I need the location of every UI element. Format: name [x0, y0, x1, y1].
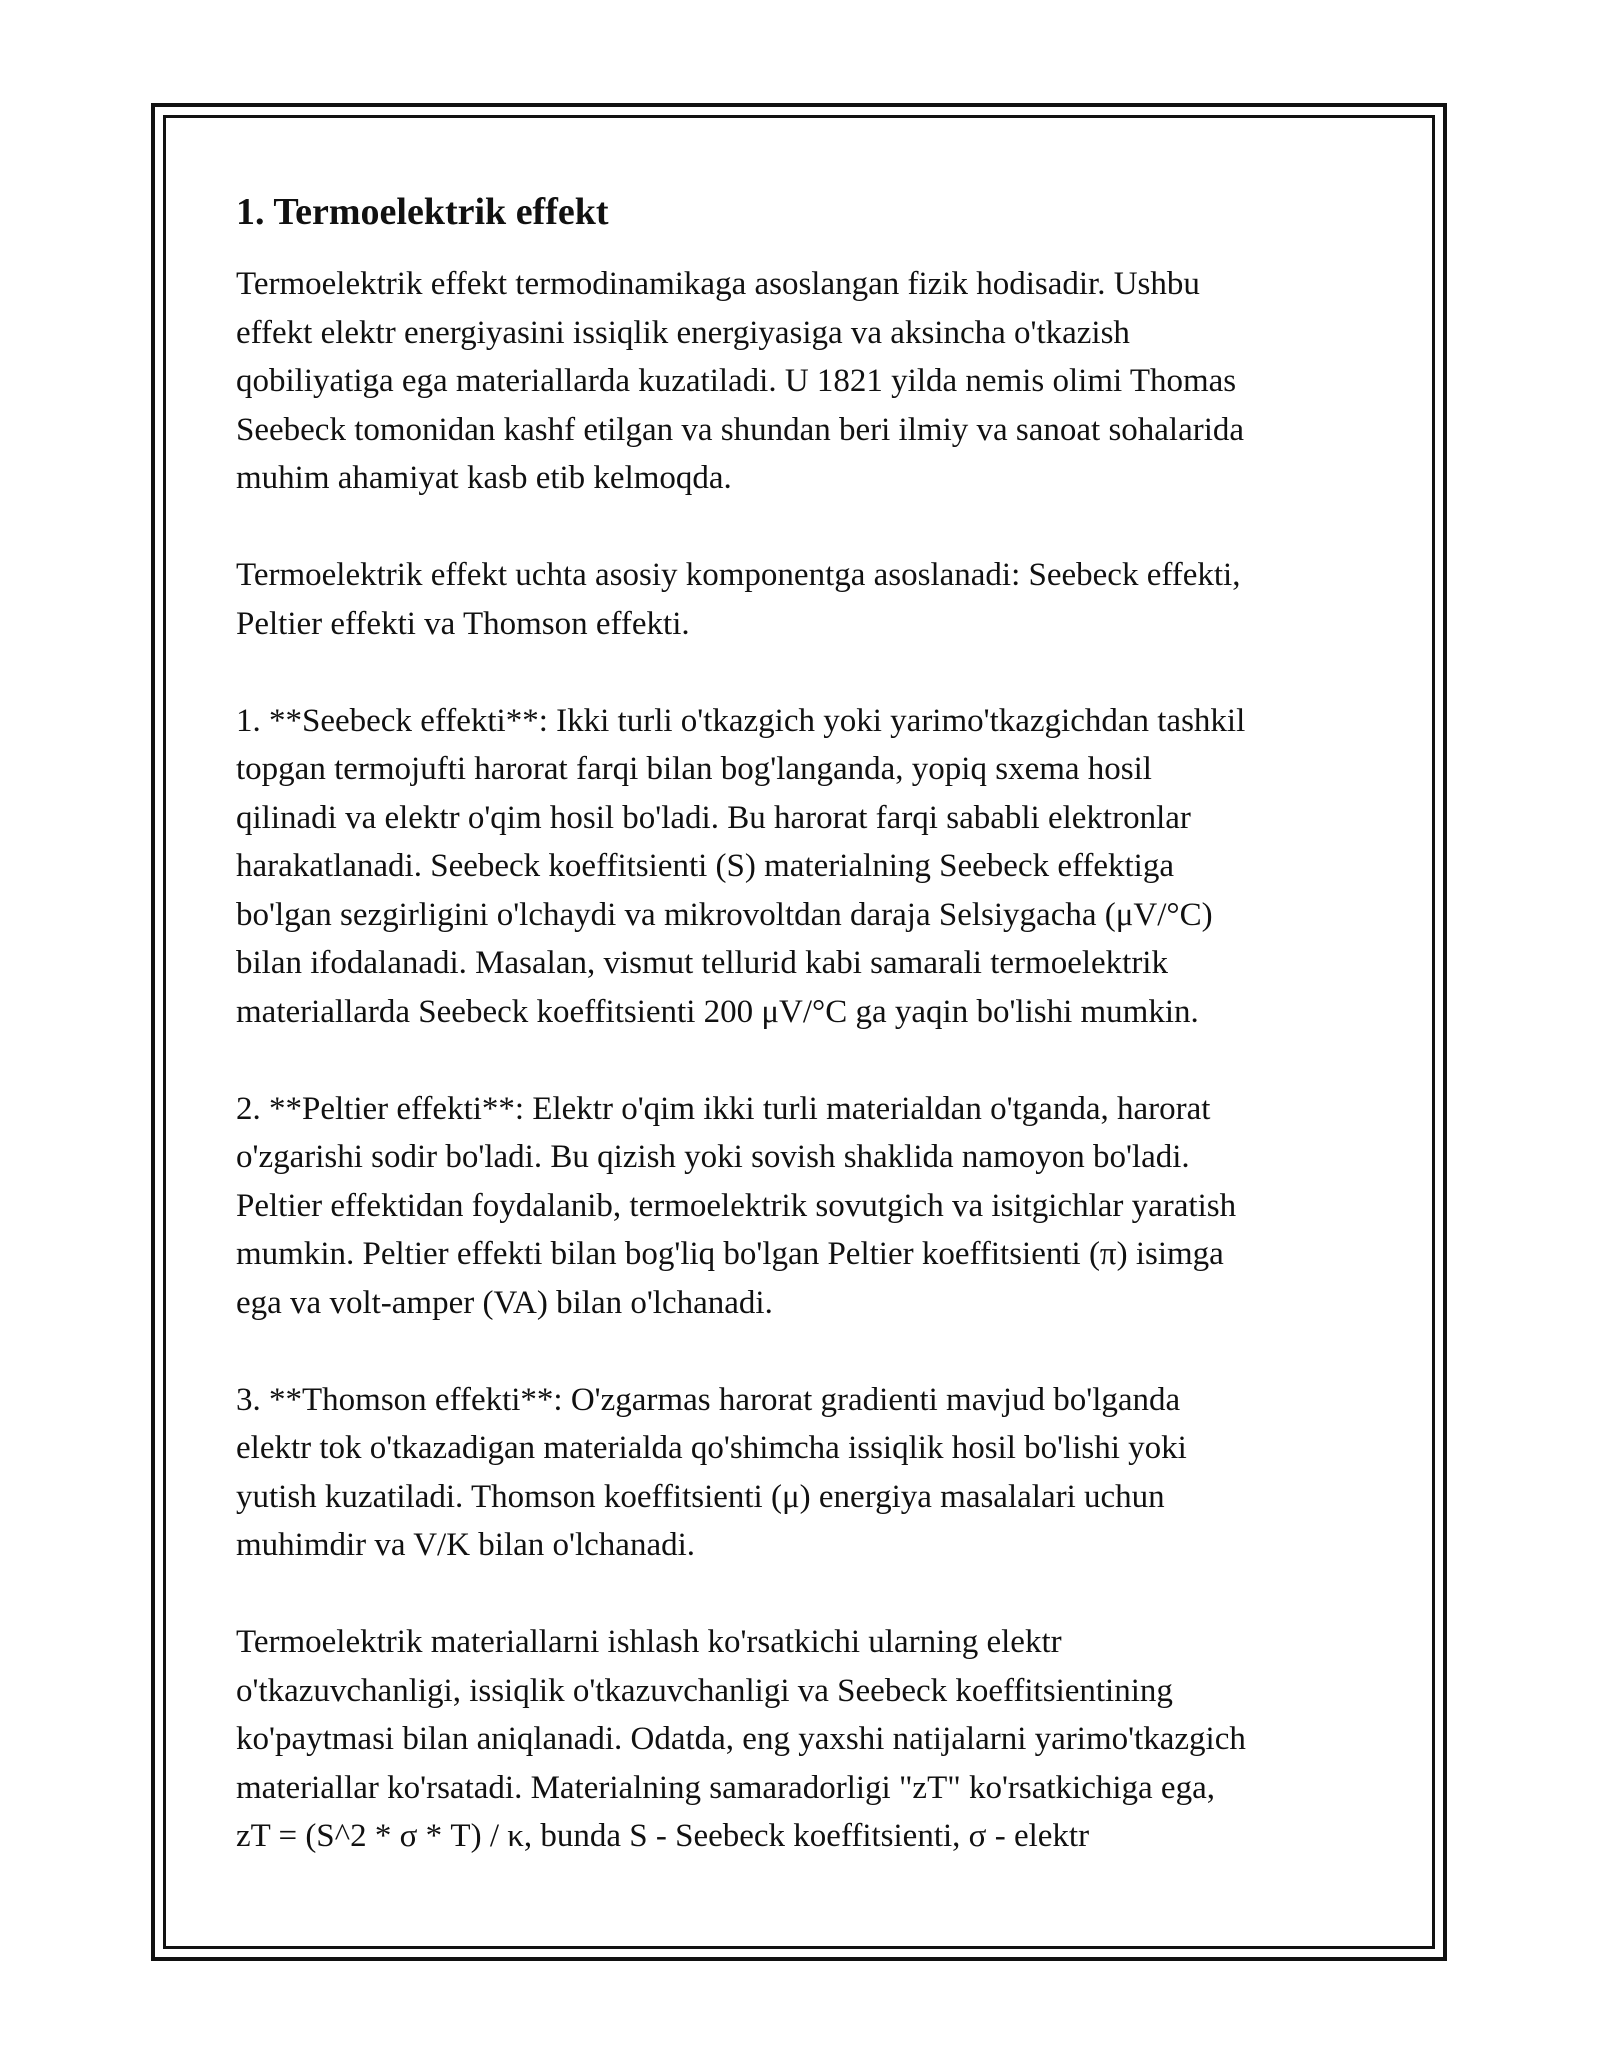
- text-line: qobiliyatiga ega materiallarda kuzatiladi. U 1821 yilda nemis olimi Thomas: [236, 363, 1237, 399]
- text-line: mumkin. Peltier effekti bilan bog'liq bo'lgan Peltier koeffitsienti (π) isimga: [236, 1236, 1224, 1272]
- text-line: yutish kuzatiladi. Thomson koeffitsienti (μ) energiya masalalari uchun: [236, 1478, 1165, 1515]
- paragraph-seebeck: [236, 697, 1376, 1037]
- text-line: materiallarda Seebeck koeffitsienti 200 μV/°C ga yaqin bo'lishi mumkin.: [236, 993, 1199, 1030]
- text-line: effekt elektr energiyasini issiqlik energiyasiga va aksincha o'tkazish: [236, 314, 1130, 351]
- paragraph-components: [236, 551, 1376, 648]
- text-line: muhimdir va V/K bilan o'lchanadi.: [236, 1527, 696, 1563]
- text-line: Termoelektrik effekt termodinamikaga asoslangan fizik hodisadir. Ushbu: [236, 266, 1200, 302]
- paragraph-thomson: [236, 1376, 1376, 1570]
- text-line: harakatlanadi. Seebeck koeffitsienti (S) materialning Seebeck effektiga: [236, 848, 1174, 884]
- section-heading: 1. Termoelektrik effekt: [236, 191, 609, 233]
- text-line: muhim ahamiyat kasb etib kelmoqda.: [236, 460, 732, 496]
- text-line: Seebeck tomonidan kashf etilgan va shundan beri ilmiy va sanoat sohalarida: [236, 411, 1245, 448]
- text-line: Peltier effekti va Thomson effekti.: [236, 605, 690, 642]
- text-line: o'zgarishi sodir bo'ladi. Bu qizish yoki sovish shaklida namoyon bo'ladi.: [236, 1139, 1190, 1175]
- paragraph-performance: [236, 1618, 1376, 1861]
- paragraph-peltier: [236, 1085, 1376, 1328]
- text-line: bo'lgan sezgirligini o'lchaydi va mikrovoltdan daraja Selsiygacha (μV/°C): [236, 896, 1213, 933]
- text-line: ega va volt-amper (VA) bilan o'lchanadi.: [236, 1284, 773, 1321]
- text-line: 3. **Thomson effekti**: O'zgarmas harorat gradienti mavjud bo'lganda: [236, 1381, 1181, 1418]
- text-line: zT = (S^2 * σ * T) / κ, bunda S - Seebeck koeffitsienti, σ - elektr: [236, 1818, 1090, 1854]
- text-line: bilan ifodalanadi. Masalan, vismut tellurid kabi samarali termoelektrik: [236, 945, 1168, 981]
- text-line: ko'paytmasi bilan aniqlanadi. Odatda, eng yaxshi natijalarni yarimo'tkazgich: [236, 1721, 1246, 1757]
- text-line: qilinadi va elektr o'qim hosil bo'ladi. Bu harorat farqi sababli elektronlar: [236, 799, 1191, 836]
- text-line: 2. **Peltier effekti**: Elektr o'qim ikki turli materialdan o'tganda, harorat: [236, 1090, 1211, 1127]
- text-line: o'tkazuvchanligi, issiqlik o'tkazuvchanligi va Seebeck koeffitsientining: [236, 1672, 1173, 1709]
- text-line: Termoelektrik materiallarni ishlash ko'rsatkichi ularning elektr: [236, 1624, 1062, 1660]
- text-line: elektr tok o'tkazadigan materialda qo'shimcha issiqlik hosil bo'lishi yoki: [236, 1430, 1187, 1466]
- text-line: topgan termojufti harorat farqi bilan bog'langanda, yopiq sxema hosil: [236, 751, 1152, 787]
- text-line: Peltier effektidan foydalanib, termoelektrik sovutgich va isitgichlar yaratish: [236, 1187, 1237, 1224]
- text-line: materiallar ko'rsatadi. Materialning samaradorligi "zT" ko'rsatkichiga ega,: [236, 1769, 1215, 1806]
- document-body: [236, 188, 1376, 1909]
- text-line: Termoelektrik effekt uchta asosiy komponentga asoslanadi: Seebeck effekti,: [236, 557, 1241, 593]
- paragraph-intro: [236, 260, 1376, 503]
- text-line: 1. **Seebeck effekti**: Ikki turli o'tkazgich yoki yarimo'tkazgichdan tashkil: [236, 702, 1246, 739]
